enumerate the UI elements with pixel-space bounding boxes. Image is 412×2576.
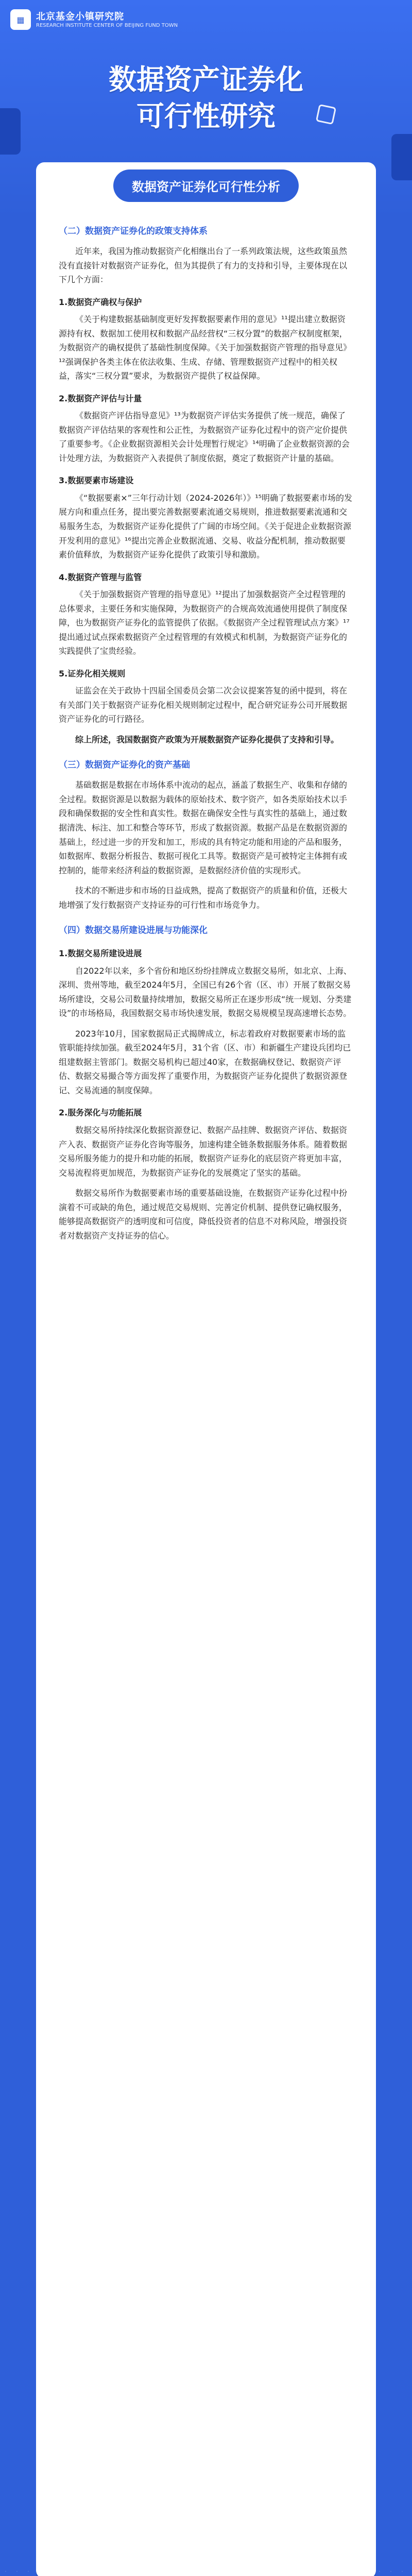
title-line1: 数据资产证券化 <box>109 63 303 96</box>
article-content <box>36 209 376 1243</box>
paragraph: 《关于加强数据资产管理的指导意见》¹²提出了加强数据资产全过程管理的总体要求，主要任务和实施保障，为数据资产的合规高效流通使用提供了制度保障，也为数据资产证券化的监管提供了依据。《数据资产全过程管理试点方案》¹⁷提出通过试点探索数据资产全过程管理的有效模式和机制，为数据资产证券化的实践提供了宝贵经验。 <box>59 589 350 656</box>
item-title: 4.数据资产管理与监管 <box>59 572 142 582</box>
card-header <box>36 162 376 209</box>
section-2 <box>59 224 353 747</box>
background-dots <box>0 2566 412 2576</box>
brand-text <box>36 9 178 28</box>
paragraph: 近年来，我国为推动数据资产化相继出台了一系列政策法规，这些政策虽然没有直接针对数据资产证券化，但为其提供了有力的支持和引导，主要体现在以下几个方面： <box>59 246 348 285</box>
brand-cn: 北京基金小镇研究院 <box>36 11 124 22</box>
cursor-icon <box>316 104 336 125</box>
paragraph: 2023年10月，国家数据局正式揭牌成立，标志着政府对数据要素市场的监管职能持续加强。截至2024年5月，31个省（区、市）和新疆生产建设兵团均已组建数据主管部门。数据交易机构已超过40家，在数据确权登记、数据资产评估、数据交易撮合等方面发挥了重要作用，为数据资产证券化提供了数据资源登记、交易流通的制度保障。 <box>59 1028 351 1095</box>
item-title: 3.数据要素市场建设 <box>59 476 134 486</box>
paragraph: 基础数据是数据在市场体系中流动的起点，涵盖了数据生产、收集和存储的全过程。数据资源是以数据为载体的原始技术、数字资产，如各类原始技术以手段和确保数据的安全性和真实性。数据在确保安全性与真实性的基础上，通过数据清洗、标注、加工和整合等环节，形成了数据资源。数据产品是在数据资源的基础上，经过进一步的开发和加工，形成的具有特定功能和用途的产品和服务，如数据库、数据分析报告、数据可视化工具等。数据资产是可被特定主体拥有或控制的，能带来经济利益的数据资源，是数据经济价值的实现形式。 <box>59 780 348 875</box>
paragraph: 数据交易所持续深化数据资源登记、数据产品挂牌、数据资产评估、数据资产入表、数据资产证券化咨询等服务，加速构建全链条数据服务体系。随着数据交易所服务能力的提升和功能的拓展，数据资产证券化的底层资产将更加丰富，交易流程将更加规范，为数据资产证券化的发展奠定了坚实的基础。 <box>59 1125 348 1178</box>
section-pill: 数据资产证券化可行性分析 <box>113 170 299 202</box>
item-title: 2.服务深化与功能拓展 <box>59 1108 142 1118</box>
section-4 <box>59 923 353 1243</box>
section-title: （二）数据资产证券化的政策支持体系 <box>59 226 208 236</box>
highlight-summary: 综上所述，我国数据资产政策为开展数据资产证券化提供了支持和引导。 <box>75 734 339 744</box>
item-title: 1.数据交易所建设进展 <box>59 948 142 959</box>
paragraph: 《关于构建数据基础制度更好发挥数据要素作用的意见》¹¹提出建立数据资源持有权、数据加工使用权和数据产品经营权“三权分置”的数据产权制度框架，为数据资产的确权提供了基础性制度保障。《关于加强数据资产管理的指导意见》¹²强调保护各类主体在依法收集、生成、存储、管理数据资产过程中的相关权益，落实“三权分置”要求，为数据资产提供了权益保障。 <box>59 314 352 381</box>
paragraph: 技术的不断进步和市场的日益成熟，提高了数据资产的质量和价值，还极大地增强了发行数据资产支持证券的可行性和市场竞争力。 <box>59 886 348 910</box>
item-title: 1.数据资产确权与保护 <box>59 297 142 307</box>
item-title: 2.数据资产评估与计量 <box>59 393 142 403</box>
paragraph: 证监会在关于政协十四届全国委员会第二次会议提案答复的函中提到，将在有关部门关于数据资产证券化相关规则制定过程中，配合研究证券公司开展数据资产证券化的可行路径。 <box>59 686 348 724</box>
paragraph: 《“数据要素×”三年行动计划（2024-2026年）》¹⁵明确了数据要素市场的发展方向和重点任务，提出要完善数据要素流通交易规则，推进数据要素流通和交易服务生态，为数据资产证券化提供了广阔的市场空间。《关于促进企业数据资源开发利用的意见》¹⁶提出完善企业数据流通、交易、收益分配机制，推动数据要素价值释放，为数据资产证券化提供了政策引导和激励。 <box>59 493 353 560</box>
brand <box>10 9 178 30</box>
page-title <box>0 64 412 132</box>
section-title: （四）数据交易所建设进展与功能深化 <box>59 925 208 936</box>
section-title: （三）数据资产证券化的资产基础 <box>59 760 190 771</box>
paragraph: 数据交易所作为数据要素市场的重要基础设施，在数据资产证券化过程中扮演着不可或缺的角色，通过规范交易规则、完善定价机制、提供登记确权服务，能够提高数据资产的透明度和可信度，降低投资者的信息不对称风险，增强投资者对数据资产支持证券的信心。 <box>59 1188 348 1241</box>
right-tab-decoration <box>391 134 412 180</box>
section-3 <box>59 758 353 912</box>
brand-en: RESEARCH INSTITUTE CENTER OF BEIJING FUND TOWN <box>36 23 178 28</box>
main-card <box>36 162 376 2576</box>
title-line2: 可行性研究 <box>136 100 276 133</box>
item-title: 5.证券化相关规则 <box>59 668 126 679</box>
paragraph: 自2022年以来，多个省份和地区纷纷挂牌成立数据交易所，如北京、上海、深圳、贵州等地，截至2024年5月，全国已有26个省（区、市）开展了数据交易场所建设，交易公司数量持续增加，数据交易所正在逐步形成“统一规划、分类建设”的市场格局，我国数据交易市场快速发展，数据交易规模呈现高速增长态势。 <box>59 965 352 1019</box>
building-icon: ▦ <box>10 9 31 30</box>
paragraph: 《数据资产评估指导意见》¹³为数据资产评估实务提供了统一规范，确保了数据资产评估结果的客观性和公正性，为数据资产证券化过程中的资产定价提供了重要参考。《企业数据资源相关会计处理暂行规定》¹⁴明确了企业数据资源的会计处理方法，为数据资产入表提供了制度依据，奠定了数据资产计量的基础。 <box>59 411 350 463</box>
